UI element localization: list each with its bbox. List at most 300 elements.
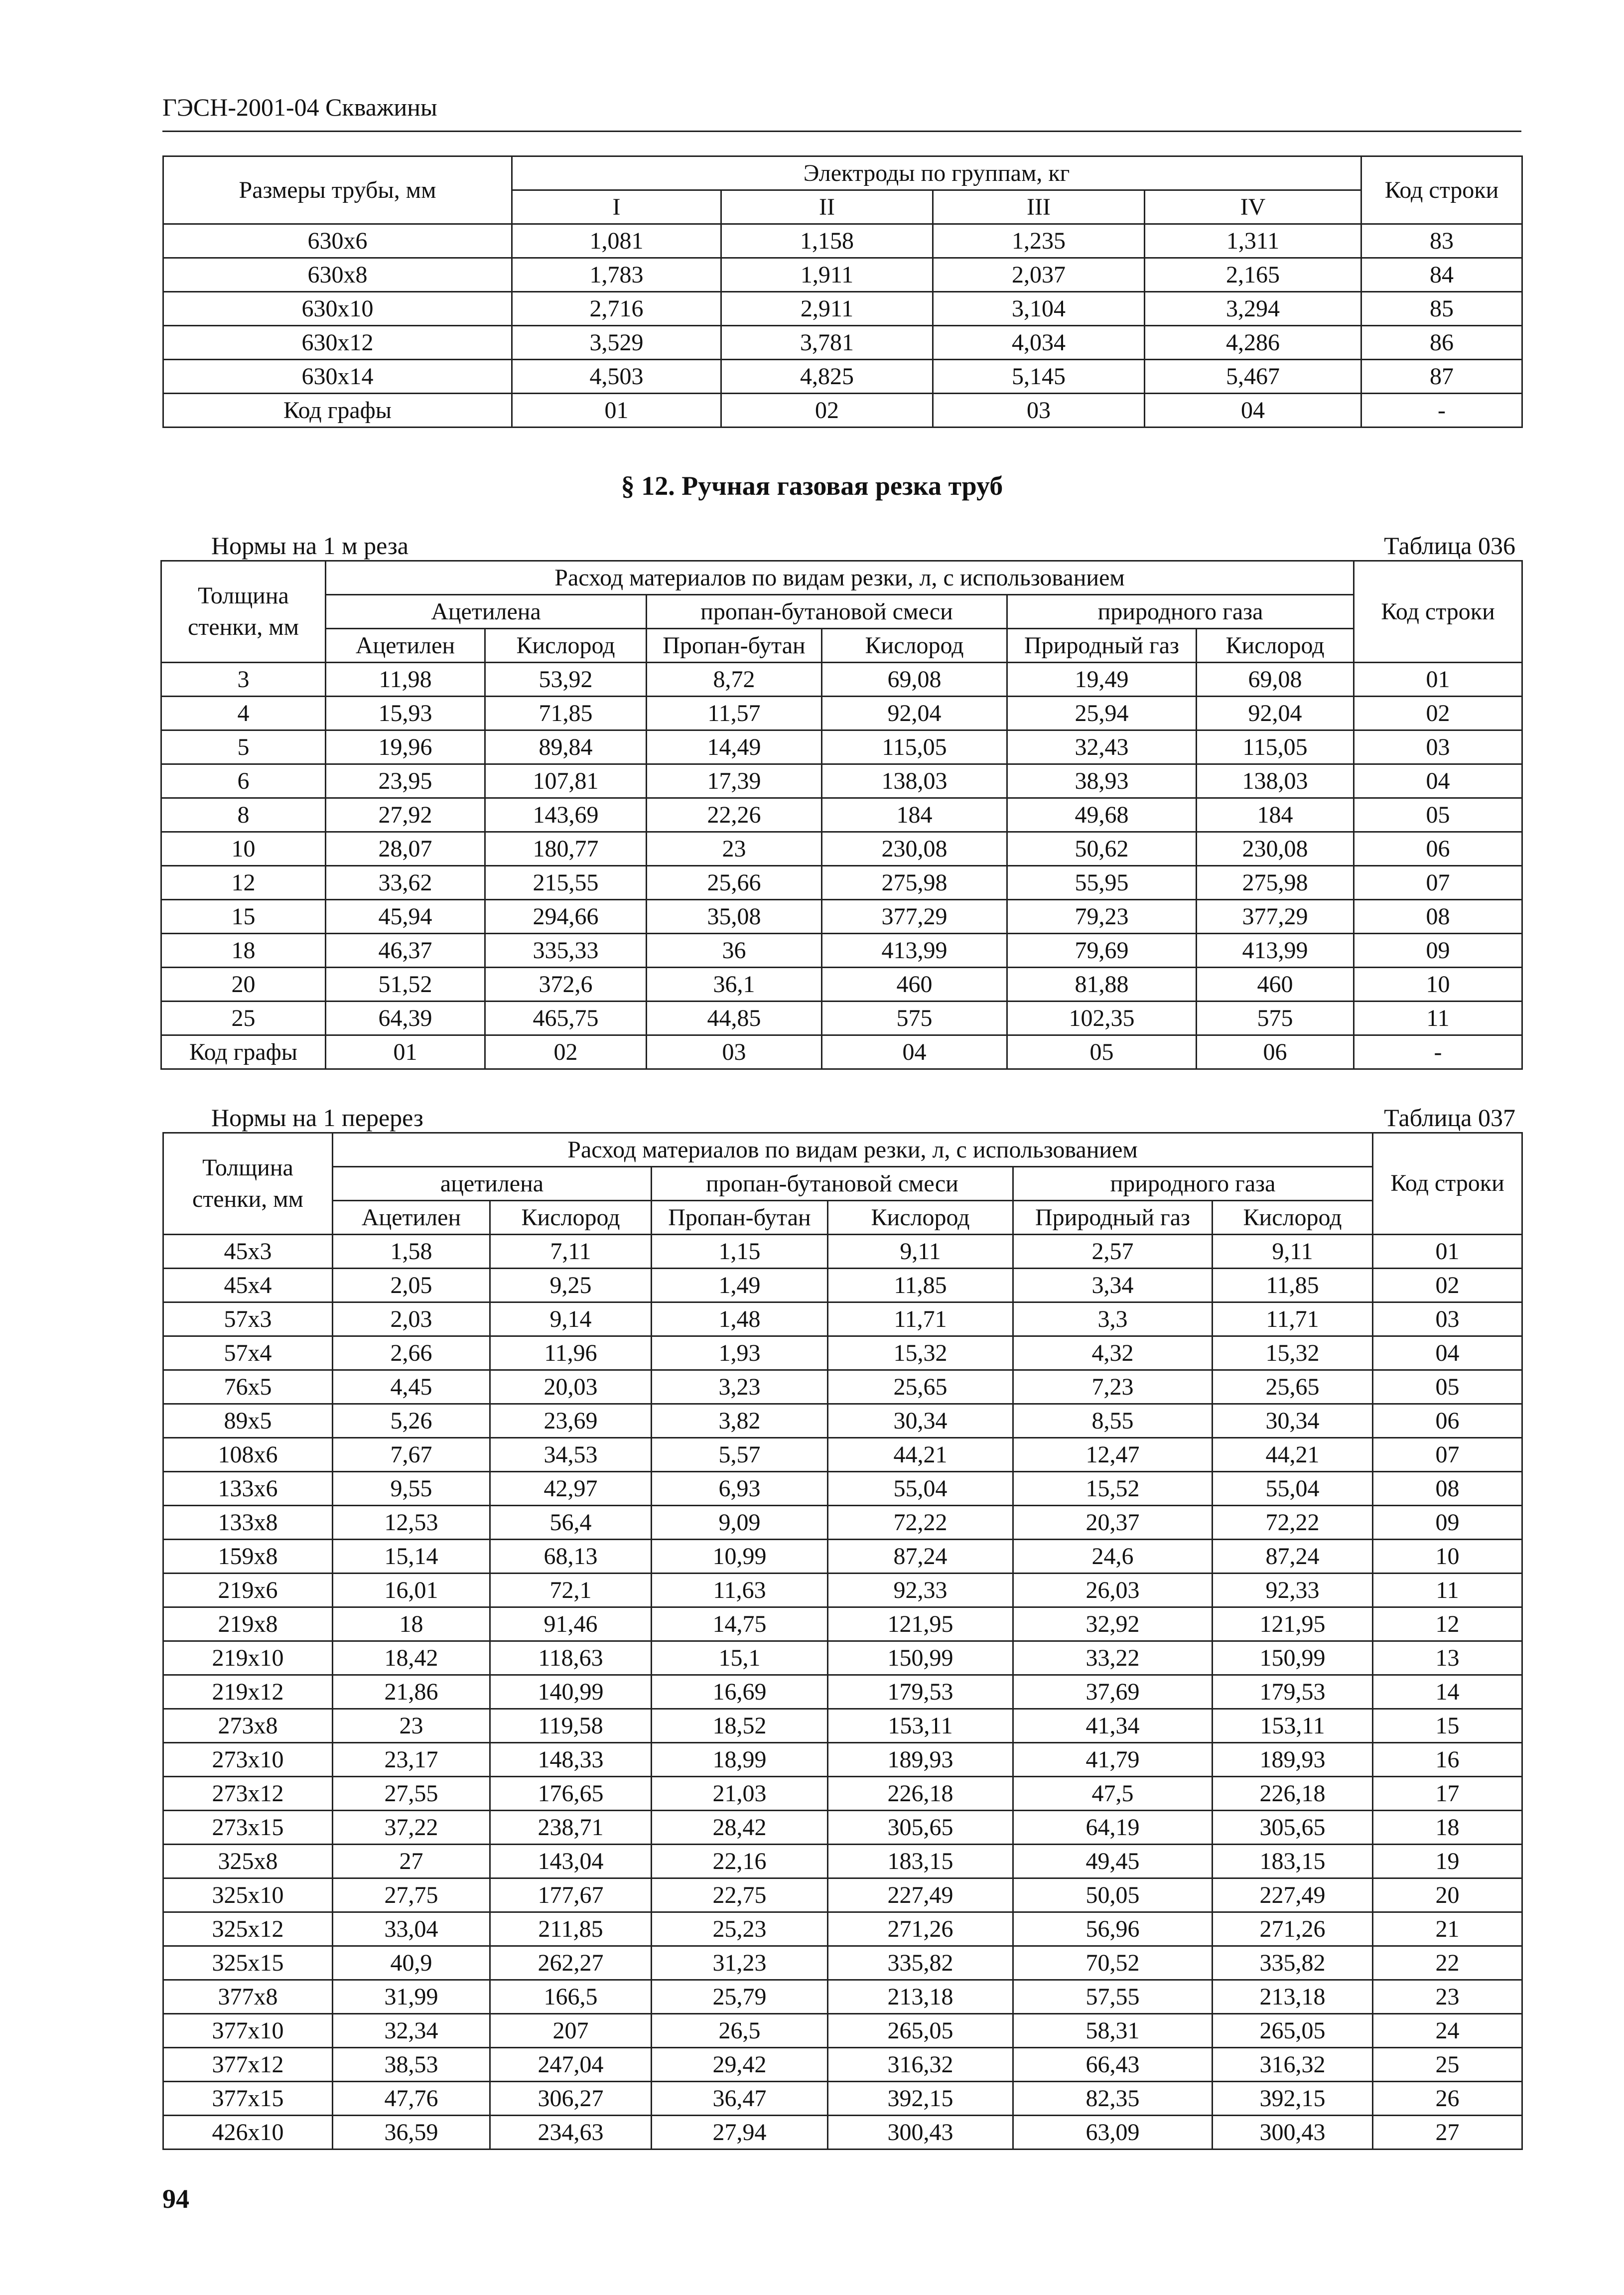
row-code-cell: 08 [1373, 1472, 1522, 1506]
value-cell: 7,11 [490, 1235, 652, 1269]
value-cell: 49,68 [1007, 798, 1197, 832]
value-cell: 31,99 [333, 1980, 490, 2014]
value-cell: 28,42 [652, 1811, 828, 1845]
value-cell: 91,46 [490, 1607, 652, 1641]
value-cell: 1,158 [721, 224, 933, 258]
row-code-cell: 04 [1373, 1336, 1522, 1370]
value-cell: 30,34 [828, 1404, 1013, 1438]
value-cell: 465,75 [485, 1002, 647, 1035]
value-cell: 392,15 [1213, 2082, 1373, 2116]
natural-gas-header: природного газа [1013, 1167, 1373, 1201]
value-cell: 23,17 [333, 1743, 490, 1777]
value-cell: 15,1 [652, 1641, 828, 1675]
value-cell: 25,23 [652, 1912, 828, 1946]
value-cell: 27,75 [333, 1878, 490, 1912]
table-row [163, 1506, 1522, 1540]
value-cell: 04 [822, 1035, 1007, 1069]
group-col-header: III [933, 190, 1145, 224]
value-cell: 87,24 [828, 1540, 1013, 1574]
row-code-cell: 05 [1354, 798, 1522, 832]
value-cell: 316,32 [1213, 2048, 1373, 2082]
row-label-cell: 12 [161, 866, 326, 900]
table-row [163, 1641, 1522, 1675]
value-cell: 575 [1197, 1002, 1354, 1035]
row-code-cell: 24 [1373, 2014, 1522, 2048]
thickness-header: Толщина стенки, мм [163, 1133, 333, 1235]
value-cell: 153,11 [828, 1709, 1013, 1743]
table-row [161, 1035, 1522, 1069]
value-cell: 22,26 [647, 798, 822, 832]
value-cell: 27,55 [333, 1777, 490, 1811]
value-cell: 3,3 [1013, 1302, 1213, 1336]
value-cell: 3,781 [721, 326, 933, 360]
row-code-cell: 05 [1373, 1370, 1522, 1404]
row-code-cell: 27 [1373, 2116, 1522, 2150]
table-row [163, 1235, 1522, 1269]
group-col-header: II [721, 190, 933, 224]
value-cell: 179,53 [1213, 1675, 1373, 1709]
value-cell: 119,58 [490, 1709, 652, 1743]
value-cell: 275,98 [822, 866, 1007, 900]
value-cell: 25,65 [828, 1370, 1013, 1404]
value-cell: 15,93 [326, 697, 485, 730]
value-cell: 26,5 [652, 2014, 828, 2048]
value-cell: 89,84 [485, 730, 647, 764]
value-cell: 18 [333, 1607, 490, 1641]
value-cell: 305,65 [828, 1811, 1013, 1845]
row-label-cell: 630x6 [163, 224, 512, 258]
table-row [163, 1709, 1522, 1743]
value-cell: 150,99 [1213, 1641, 1373, 1675]
value-cell: 6,93 [652, 1472, 828, 1506]
value-cell: 04 [1145, 394, 1361, 428]
value-cell: 20,37 [1013, 1506, 1213, 1540]
value-cell: 1,235 [933, 224, 1145, 258]
value-cell: 115,05 [1197, 730, 1354, 764]
value-cell: 1,93 [652, 1336, 828, 1370]
row-label-cell: 630x14 [163, 360, 512, 394]
value-cell: 3,294 [1145, 292, 1361, 326]
row-code-cell: 08 [1354, 900, 1522, 934]
value-cell: 3,529 [512, 326, 721, 360]
value-cell: 2,03 [333, 1302, 490, 1336]
value-cell: 38,93 [1007, 764, 1197, 798]
row-label-cell: 133x6 [163, 1472, 333, 1506]
row-code-cell: 01 [1373, 1235, 1522, 1269]
value-cell: 55,95 [1007, 866, 1197, 900]
value-cell: 179,53 [828, 1675, 1013, 1709]
value-cell: 2,165 [1145, 258, 1361, 292]
material-col-header: Пропан-бутан [652, 1201, 828, 1235]
row-label-cell: 630x10 [163, 292, 512, 326]
row-code-cell: 84 [1361, 258, 1522, 292]
value-cell: 57,55 [1013, 1980, 1213, 2014]
value-cell: 183,15 [1213, 1845, 1373, 1878]
table-row [161, 764, 1522, 798]
value-cell: 227,49 [828, 1878, 1013, 1912]
value-cell: 72,1 [490, 1574, 652, 1607]
row-label-cell: 4 [161, 697, 326, 730]
row-code-cell: 18 [1373, 1811, 1522, 1845]
value-cell: 15,32 [828, 1336, 1013, 1370]
row-label-cell: 159x8 [163, 1540, 333, 1574]
value-cell: 35,08 [647, 900, 822, 934]
table-036-body [161, 663, 1522, 1069]
value-cell: 28,07 [326, 832, 485, 866]
value-cell: 460 [1197, 968, 1354, 1002]
value-cell: 11,85 [1213, 1269, 1373, 1302]
value-cell: 1,48 [652, 1302, 828, 1336]
value-cell: 12,47 [1013, 1438, 1213, 1472]
value-cell: 148,33 [490, 1743, 652, 1777]
value-cell: 32,34 [333, 2014, 490, 2048]
value-cell: 300,43 [1213, 2116, 1373, 2150]
value-cell: 5,57 [652, 1438, 828, 1472]
value-cell: 50,05 [1013, 1878, 1213, 1912]
value-cell: 2,57 [1013, 1235, 1213, 1269]
value-cell: 11,85 [828, 1269, 1013, 1302]
value-cell: 51,52 [326, 968, 485, 1002]
row-label-cell: 20 [161, 968, 326, 1002]
row-code-cell: 06 [1373, 1404, 1522, 1438]
value-cell: 21,86 [333, 1675, 490, 1709]
row-label-cell: Код графы [161, 1035, 326, 1069]
row-code-cell: 19 [1373, 1845, 1522, 1878]
value-cell: 8,72 [647, 663, 822, 697]
row-label-cell: 5 [161, 730, 326, 764]
value-cell: 40,9 [333, 1946, 490, 1980]
group-col-header: I [512, 190, 721, 224]
value-cell: 300,43 [828, 2116, 1013, 2150]
value-cell: 177,67 [490, 1878, 652, 1912]
value-cell: 189,93 [1213, 1743, 1373, 1777]
table-row [163, 224, 1522, 258]
value-cell: 11,57 [647, 697, 822, 730]
value-cell: 377,29 [822, 900, 1007, 934]
value-cell: 22,75 [652, 1878, 828, 1912]
table-036-norm-caption: Нормы на 1 м реза [211, 532, 408, 560]
value-cell: 32,92 [1013, 1607, 1213, 1641]
row-label-cell: 219x10 [163, 1641, 333, 1675]
row-code-header: Код строки [1373, 1133, 1522, 1235]
running-header: ГЭСН-2001-04 Скважины [162, 93, 437, 121]
row-label-cell: 45x3 [163, 1235, 333, 1269]
value-cell: 22,16 [652, 1845, 828, 1878]
row-code-header: Код строки [1361, 156, 1522, 224]
pipe-size-header: Размеры трубы, мм [163, 156, 512, 224]
value-cell: 153,11 [1213, 1709, 1373, 1743]
value-cell: 9,55 [333, 1472, 490, 1506]
value-cell: 02 [721, 394, 933, 428]
table-row [163, 1980, 1522, 2014]
value-cell: 27,94 [652, 2116, 828, 2150]
value-cell: 55,04 [828, 1472, 1013, 1506]
value-cell: 38,53 [333, 2048, 490, 2082]
value-cell: 9,25 [490, 1269, 652, 1302]
value-cell: 20,03 [490, 1370, 652, 1404]
value-cell: 189,93 [828, 1743, 1013, 1777]
row-code-cell: 07 [1373, 1438, 1522, 1472]
material-col-header: Ацетилен [333, 1201, 490, 1235]
value-cell: 102,35 [1007, 1002, 1197, 1035]
value-cell: 17,39 [647, 764, 822, 798]
value-cell: 4,286 [1145, 326, 1361, 360]
value-cell: 2,716 [512, 292, 721, 326]
value-cell: 41,79 [1013, 1743, 1213, 1777]
header-rule [162, 131, 1521, 132]
table-row [161, 934, 1522, 968]
value-cell: 70,52 [1013, 1946, 1213, 1980]
table-row [163, 360, 1522, 394]
table-row [163, 2116, 1522, 2150]
value-cell: 15,14 [333, 1540, 490, 1574]
value-cell: 81,88 [1007, 968, 1197, 1002]
table-row [163, 394, 1522, 428]
value-cell: 207 [490, 2014, 652, 2048]
value-cell: 2,66 [333, 1336, 490, 1370]
value-cell: 1,311 [1145, 224, 1361, 258]
value-cell: 23,95 [326, 764, 485, 798]
value-cell: 30,34 [1213, 1404, 1373, 1438]
row-code-cell: 06 [1354, 832, 1522, 866]
value-cell: 392,15 [828, 2082, 1013, 2116]
row-code-cell: 09 [1354, 934, 1522, 968]
thickness-header: Толщина стенки, мм [161, 561, 326, 663]
table-036 [160, 560, 1523, 1070]
value-cell: 9,11 [1213, 1235, 1373, 1269]
table-row [161, 798, 1522, 832]
value-cell: 21,03 [652, 1777, 828, 1811]
row-label-cell: 108x6 [163, 1438, 333, 1472]
value-cell: 37,22 [333, 1811, 490, 1845]
value-cell: 14,49 [647, 730, 822, 764]
value-cell: 11,98 [326, 663, 485, 697]
row-code-cell: 10 [1354, 968, 1522, 1002]
material-col-header: Природный газ [1007, 629, 1197, 663]
value-cell: 413,99 [822, 934, 1007, 968]
value-cell: 2,037 [933, 258, 1145, 292]
value-cell: 213,18 [828, 1980, 1013, 2014]
value-cell: 53,92 [485, 663, 647, 697]
table-row [163, 1811, 1522, 1845]
value-cell: 9,11 [828, 1235, 1013, 1269]
row-code-cell: 25 [1373, 2048, 1522, 2082]
value-cell: 46,37 [326, 934, 485, 968]
value-cell: 25,66 [647, 866, 822, 900]
table-row [163, 1675, 1522, 1709]
table-row [163, 1269, 1522, 1302]
value-cell: 71,85 [485, 697, 647, 730]
value-cell: 92,33 [1213, 1574, 1373, 1607]
row-label-cell: Код графы [163, 394, 512, 428]
value-cell: 306,27 [490, 2082, 652, 2116]
row-label-cell: 18 [161, 934, 326, 968]
value-cell: 3,104 [933, 292, 1145, 326]
row-code-cell: - [1354, 1035, 1522, 1069]
value-cell: 1,783 [512, 258, 721, 292]
row-code-cell: 02 [1354, 697, 1522, 730]
value-cell: 37,69 [1013, 1675, 1213, 1709]
row-code-cell: 07 [1354, 866, 1522, 900]
row-code-cell: 15 [1373, 1709, 1522, 1743]
value-cell: 121,95 [1213, 1607, 1373, 1641]
row-code-cell: 83 [1361, 224, 1522, 258]
value-cell: 69,08 [1197, 663, 1354, 697]
value-cell: 56,4 [490, 1506, 652, 1540]
value-cell: 140,99 [490, 1675, 652, 1709]
value-cell: 213,18 [1213, 1980, 1373, 2014]
value-cell: 72,22 [1213, 1506, 1373, 1540]
value-cell: 294,66 [485, 900, 647, 934]
value-cell: 271,26 [828, 1912, 1013, 1946]
value-cell: 16,69 [652, 1675, 828, 1709]
table-row [163, 1743, 1522, 1777]
material-col-header: Кислород [485, 629, 647, 663]
row-code-cell: 03 [1354, 730, 1522, 764]
value-cell: 79,23 [1007, 900, 1197, 934]
row-code-cell: 14 [1373, 1675, 1522, 1709]
material-col-header: Кислород [822, 629, 1007, 663]
row-label-cell: 89x5 [163, 1404, 333, 1438]
value-cell: 305,65 [1213, 1811, 1373, 1845]
value-cell: 64,39 [326, 1002, 485, 1035]
value-cell: 5,467 [1145, 360, 1361, 394]
value-cell: 247,04 [490, 2048, 652, 2082]
row-code-cell: 09 [1373, 1506, 1522, 1540]
consumption-header: Расход материалов по видам резки, л, с использованием [333, 1133, 1373, 1167]
value-cell: 9,09 [652, 1506, 828, 1540]
row-label-cell: 273x8 [163, 1709, 333, 1743]
row-label-cell: 45x4 [163, 1269, 333, 1302]
table-row [163, 2048, 1522, 2082]
value-cell: 118,63 [490, 1641, 652, 1675]
value-cell: 143,69 [485, 798, 647, 832]
value-cell: 36,47 [652, 2082, 828, 2116]
value-cell: 234,63 [490, 2116, 652, 2150]
electrodes-table [162, 155, 1523, 428]
row-code-cell: 04 [1354, 764, 1522, 798]
row-code-cell: 22 [1373, 1946, 1522, 1980]
table-row [161, 730, 1522, 764]
value-cell: 18,52 [652, 1709, 828, 1743]
row-label-cell: 325x8 [163, 1845, 333, 1878]
table-row [163, 1777, 1522, 1811]
row-code-cell: 11 [1354, 1002, 1522, 1035]
value-cell: 372,6 [485, 968, 647, 1002]
value-cell: 575 [822, 1002, 1007, 1035]
value-cell: 180,77 [485, 832, 647, 866]
value-cell: 18,42 [333, 1641, 490, 1675]
table-row [163, 1540, 1522, 1574]
row-code-cell: 86 [1361, 326, 1522, 360]
value-cell: 23,69 [490, 1404, 652, 1438]
table-row [163, 1472, 1522, 1506]
value-cell: 68,13 [490, 1540, 652, 1574]
row-code-header: Код строки [1354, 561, 1522, 663]
value-cell: 79,69 [1007, 934, 1197, 968]
value-cell: 44,21 [828, 1438, 1013, 1472]
value-cell: 14,75 [652, 1607, 828, 1641]
value-cell: 25,94 [1007, 697, 1197, 730]
value-cell: 335,82 [1213, 1946, 1373, 1980]
value-cell: 215,55 [485, 866, 647, 900]
table-row [163, 292, 1522, 326]
value-cell: 230,08 [1197, 832, 1354, 866]
table-037 [162, 1132, 1523, 2150]
section-title: § 12. Ручная газовая резка труб [621, 471, 1003, 501]
value-cell: 03 [647, 1035, 822, 1069]
value-cell: 184 [822, 798, 1007, 832]
value-cell: 1,081 [512, 224, 721, 258]
table-row [163, 1370, 1522, 1404]
value-cell: 69,08 [822, 663, 1007, 697]
value-cell: 82,35 [1013, 2082, 1213, 2116]
value-cell: 238,71 [490, 1811, 652, 1845]
consumption-header: Расход материалов по видам резки, л, с использованием [326, 561, 1354, 595]
value-cell: 92,33 [828, 1574, 1013, 1607]
value-cell: 92,04 [822, 697, 1007, 730]
value-cell: 107,81 [485, 764, 647, 798]
value-cell: 265,05 [1213, 2014, 1373, 2048]
row-label-cell: 630x8 [163, 258, 512, 292]
value-cell: 25,79 [652, 1980, 828, 2014]
row-code-cell: 03 [1373, 1302, 1522, 1336]
value-cell: 36,59 [333, 2116, 490, 2150]
value-cell: 12,53 [333, 1506, 490, 1540]
value-cell: 143,04 [490, 1845, 652, 1878]
row-label-cell: 273x10 [163, 1743, 333, 1777]
table-row [163, 1336, 1522, 1370]
group-col-header: IV [1145, 190, 1361, 224]
value-cell: 63,09 [1013, 2116, 1213, 2150]
value-cell: 18,99 [652, 1743, 828, 1777]
value-cell: 29,42 [652, 2048, 828, 2082]
row-label-cell: 219x8 [163, 1607, 333, 1641]
value-cell: 01 [326, 1035, 485, 1069]
table-row [163, 326, 1522, 360]
electrode-groups-header: Электроды по группам, кг [512, 156, 1361, 190]
value-cell: 24,6 [1013, 1540, 1213, 1574]
value-cell: 50,62 [1007, 832, 1197, 866]
table-row [161, 663, 1522, 697]
table-036-number: Таблица 036 [1384, 532, 1515, 560]
table-037-number: Таблица 037 [1384, 1104, 1515, 1132]
material-col-header: Кислород [490, 1201, 652, 1235]
table-row [163, 258, 1522, 292]
value-cell: 44,85 [647, 1002, 822, 1035]
value-cell: 335,82 [828, 1946, 1013, 1980]
value-cell: 47,5 [1013, 1777, 1213, 1811]
value-cell: 9,14 [490, 1302, 652, 1336]
acetylene-header: ацетилена [333, 1167, 652, 1201]
row-code-cell: 01 [1354, 663, 1522, 697]
value-cell: 3,34 [1013, 1269, 1213, 1302]
row-code-cell: - [1361, 394, 1522, 428]
value-cell: 25,65 [1213, 1370, 1373, 1404]
value-cell: 138,03 [822, 764, 1007, 798]
row-code-cell: 10 [1373, 1540, 1522, 1574]
value-cell: 47,76 [333, 2082, 490, 2116]
row-label-cell: 630x12 [163, 326, 512, 360]
row-label-cell: 325x12 [163, 1912, 333, 1946]
value-cell: 42,97 [490, 1472, 652, 1506]
value-cell: 27,92 [326, 798, 485, 832]
row-label-cell: 10 [161, 832, 326, 866]
table-row [163, 1845, 1522, 1878]
table-row [163, 2082, 1522, 2116]
value-cell: 230,08 [822, 832, 1007, 866]
row-label-cell: 76x5 [163, 1370, 333, 1404]
